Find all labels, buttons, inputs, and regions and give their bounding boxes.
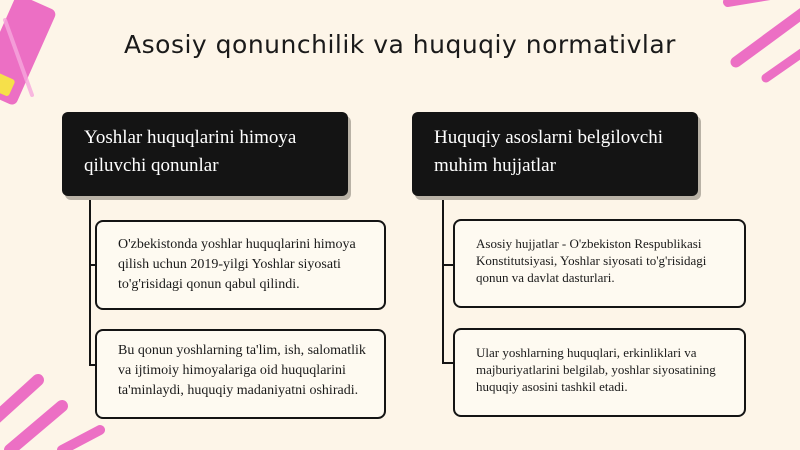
- left-card-1: [95, 220, 386, 310]
- right-card-1-text: Asosiy hujjatlar - O'zbekiston Respublikasi Konstitutsiyasi, Yoshlar siyosati to'g'risidagi qonun va davlat dasturlari.: [476, 236, 707, 285]
- slide-title: Asosiy qonunchilik va huquqiy normativlar: [124, 30, 676, 59]
- left-header-box: [62, 112, 348, 196]
- left-card-2: [95, 329, 386, 419]
- right-header-text: Huquqiy asoslarni belgilovchi muhim hujjatlar: [434, 127, 664, 176]
- pink-strokes-bottom-left-icon: [0, 380, 100, 450]
- right-connector-vertical: [442, 199, 444, 363]
- right-card-2: [453, 328, 746, 417]
- right-card-1: [453, 219, 746, 308]
- left-connector-vertical: [89, 199, 91, 365]
- right-header-box: [412, 112, 698, 196]
- left-card-1-text: O'zbekistonda yoshlar huquqlarini himoya qilish uchun 2019-yilgi Yoshlar siyosati to'g'risidagi qonun qabul qilindi.: [118, 237, 356, 292]
- left-header-text: Yoshlar huquqlarini himoya qiluvchi qonunlar: [84, 127, 297, 176]
- right-card-2-text: Ular yoshlarning huquqlari, erkinliklari va majburiyatlarini belgilab, yoshlar siyosatining huquqiy asosini tashkil etadi.: [476, 345, 716, 394]
- left-card-2-text: Bu qonun yoshlarning ta'lim, ish, salomatlik va ijtimoiy himoyalariga oid huquqlarini ta'minlaydi, huquqiy madaniyatni oshiradi.: [118, 343, 366, 398]
